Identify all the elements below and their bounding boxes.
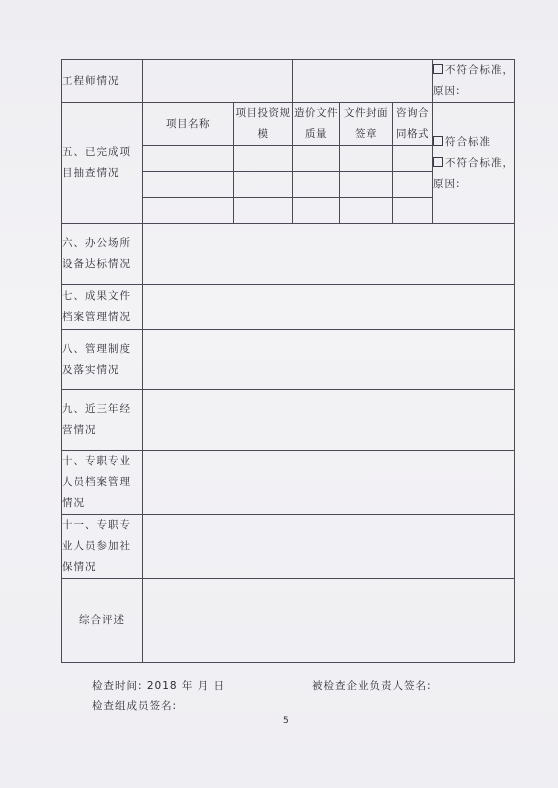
row-summary xyxy=(62,579,515,663)
archive-label: 七、成果文件档案管理情况 xyxy=(62,285,143,330)
cell[interactable] xyxy=(293,172,340,198)
cell[interactable] xyxy=(143,198,234,224)
personnel-archive-field[interactable] xyxy=(143,451,515,515)
cell[interactable] xyxy=(340,146,393,172)
cell[interactable] xyxy=(393,172,433,198)
cell[interactable] xyxy=(234,172,293,198)
row-social-security xyxy=(62,515,515,579)
cell[interactable] xyxy=(234,146,293,172)
social-security-field[interactable] xyxy=(143,515,515,579)
row-personnel-archive xyxy=(62,451,515,515)
office-label: 六、办公场所设备达标情况 xyxy=(62,224,143,285)
pass-checkbox[interactable] xyxy=(433,136,443,146)
cell[interactable] xyxy=(393,198,433,224)
management-label: 八、管理制度及落实情况 xyxy=(62,330,143,390)
cell[interactable] xyxy=(143,146,234,172)
row-archive xyxy=(62,285,515,330)
company-signature-label: 被检查企业负责人签名: xyxy=(312,680,432,692)
social-security-label: 十一、专职专业人员参加社保情况 xyxy=(62,515,143,579)
check-time: 检查时间: 2018 年 月 日 xyxy=(92,680,226,692)
cell[interactable] xyxy=(340,172,393,198)
row-completed-header xyxy=(62,103,515,146)
cell[interactable] xyxy=(393,146,433,172)
engineer-field-1[interactable] xyxy=(143,60,293,103)
engineer-field-2[interactable] xyxy=(293,60,433,103)
col-contract-format: 咨询合同格式 xyxy=(393,103,433,146)
fail-checkbox[interactable] xyxy=(433,157,443,167)
col-cost-quality: 造价文件质量 xyxy=(293,103,340,146)
cell[interactable] xyxy=(293,198,340,224)
cell[interactable] xyxy=(143,172,234,198)
archive-field[interactable] xyxy=(143,285,515,330)
col-investment: 项目投资规模 xyxy=(234,103,293,146)
row-management xyxy=(62,330,515,390)
cell[interactable] xyxy=(293,146,340,172)
management-field[interactable] xyxy=(143,330,515,390)
summary-field[interactable] xyxy=(143,579,515,663)
summary-label: 综合评述 xyxy=(62,579,143,663)
row-office xyxy=(62,224,515,285)
personnel-archive-label: 十、专职专业人员档案管理情况 xyxy=(62,451,143,515)
engineer-label: 工程师情况 xyxy=(62,60,143,103)
engineer-judgement xyxy=(433,60,515,103)
row-engineer xyxy=(62,60,515,103)
member-signature-label: 检查组成员签名: xyxy=(92,700,178,712)
pass-label: 符合标准 xyxy=(445,135,492,148)
col-project-name: 项目名称 xyxy=(143,103,234,146)
row-business xyxy=(62,390,515,451)
cell[interactable] xyxy=(340,198,393,224)
inspection-table xyxy=(61,59,515,663)
fail-label: 不符合标准，原因: xyxy=(433,156,515,190)
completed-label: 五、已完成项目抽查情况 xyxy=(62,103,143,224)
business-label: 九、近三年经营情况 xyxy=(62,390,143,451)
office-field[interactable] xyxy=(143,224,515,285)
cell[interactable] xyxy=(234,198,293,224)
business-field[interactable] xyxy=(143,390,515,451)
fail-checkbox[interactable] xyxy=(433,64,443,74)
fail-label: 不符合标准，原因: xyxy=(433,64,515,97)
page-number: 5 xyxy=(283,716,289,726)
completed-judgement xyxy=(433,103,515,224)
col-cover-seal: 文件封面签章 xyxy=(340,103,393,146)
